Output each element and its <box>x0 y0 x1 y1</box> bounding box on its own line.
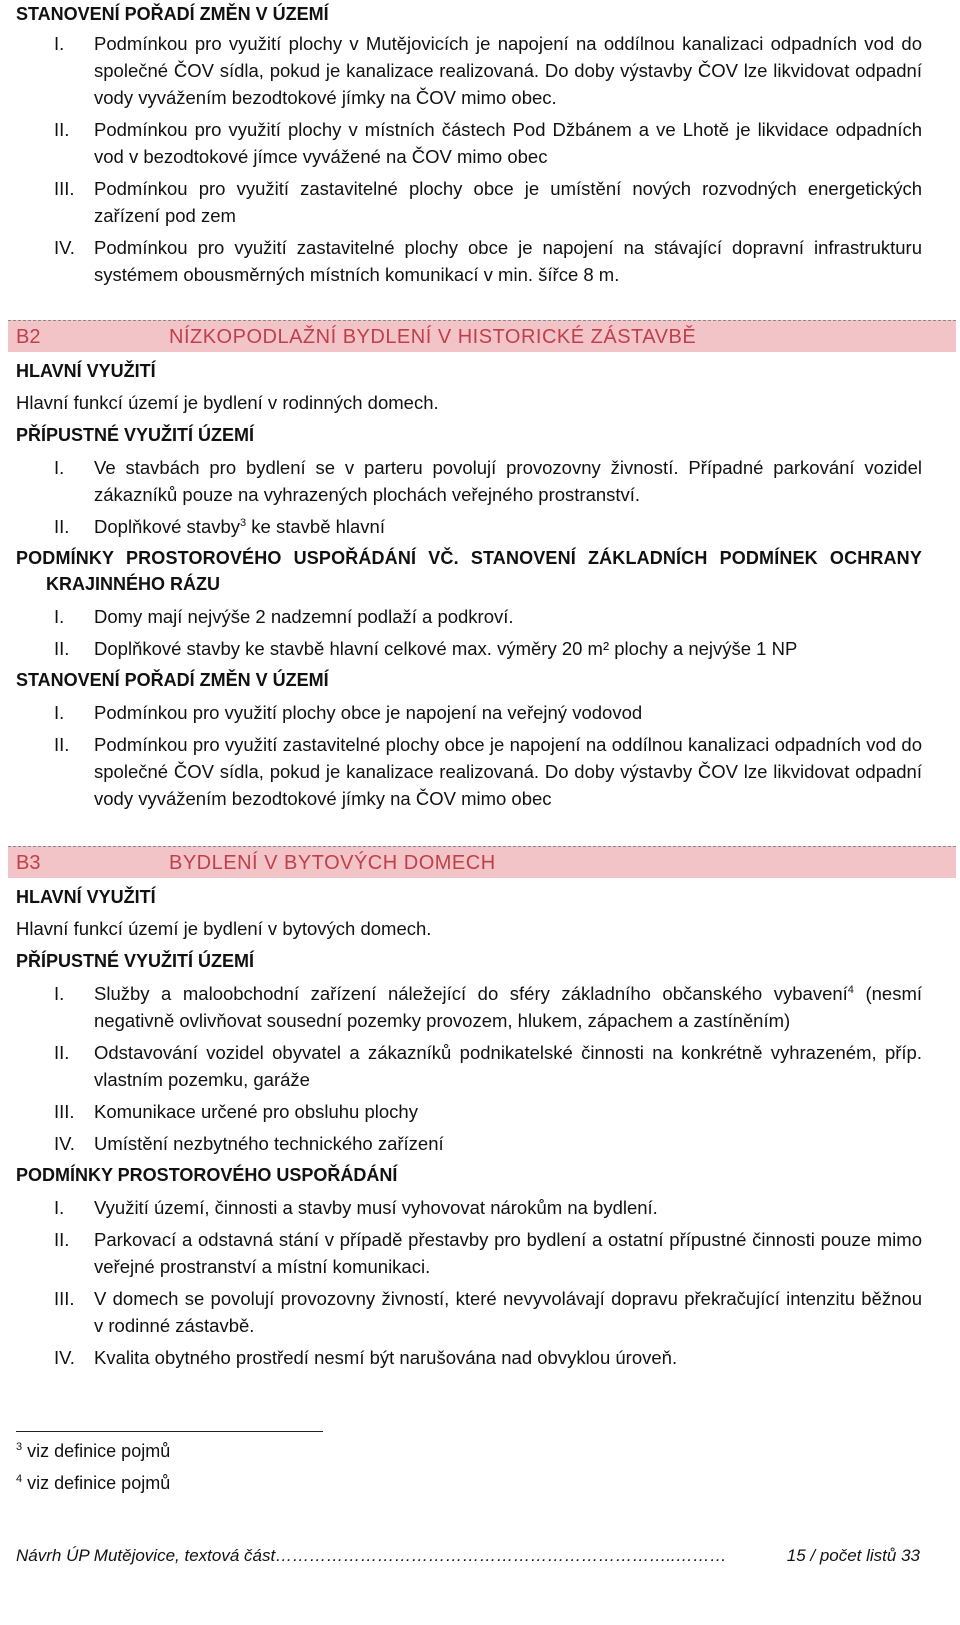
list-item <box>16 603 922 630</box>
roman-list <box>16 454 922 540</box>
list-item <box>16 699 922 726</box>
item-text: Parkovací a odstavná stání v případě přestavby pro bydlení a ostatní přípustné činnosti pouze mimo veřejné prostranství a místní komunikaci. <box>94 1229 922 1277</box>
item-number: I. <box>54 983 65 1004</box>
item-text: Podmínkou pro využití plochy v Mutějovicích je napojení na oddílnou kanalizaci odpadních vod do společné ČOV sídla, pokud je kanalizace realizovaná. Do doby výstavby ČOV lze likvidovat odpadní vody vyvážením bezodtokové jímky na ČOV mimo obec. <box>94 33 922 108</box>
item-number: I. <box>54 1197 65 1218</box>
list-item <box>16 1130 922 1157</box>
list-item <box>16 116 922 170</box>
item-number: III. <box>54 1101 75 1122</box>
list-item <box>16 1226 922 1280</box>
list-item <box>16 1039 922 1093</box>
list-item <box>16 1098 922 1125</box>
footnote-mark: 4 <box>16 1473 23 1485</box>
list-item <box>16 30 922 111</box>
roman-list <box>16 1194 922 1371</box>
section-heading: STANOVENÍ POŘADÍ ZMĚN V ÚZEMÍ <box>16 4 329 24</box>
list-item <box>16 513 922 540</box>
item-number: II. <box>54 119 70 140</box>
order-heading: STANOVENÍ POŘADÍ ZMĚN V ÚZEMÍ <box>16 670 329 690</box>
item-number: I. <box>54 457 65 478</box>
top-section <box>16 1 922 293</box>
footnote-separator <box>16 1431 323 1432</box>
page-footer <box>16 1545 920 1573</box>
main-use-text: Hlavní funkcí území je bydlení v rodinných domech. <box>16 392 439 413</box>
conditions-heading: PODMÍNKY PROSTOROVÉHO USPOŘÁDÁNÍ <box>16 1165 398 1185</box>
page-number: 15 / počet listů 33 <box>786 1546 920 1565</box>
item-text: Doplňkové stavby <box>94 516 241 537</box>
item-number: I. <box>54 33 65 54</box>
item-text: (nesmí negativně ovlivňovat sousední pozemky provozem, hlukem, zápachem a zastíněním) <box>94 983 922 1031</box>
item-number: II. <box>54 734 70 755</box>
list-item <box>16 980 922 1034</box>
conditions-heading: PODMÍNKY PROSTOROVÉHO USPOŘÁDÁNÍ VČ. STANOVENÍ ZÁKLADNÍCH PODMÍNEK OCHRANY <box>16 548 922 568</box>
list-item <box>16 635 922 662</box>
main-use-heading: HLAVNÍ VYUŽITÍ <box>16 361 156 381</box>
conditions-heading-cont: KRAJINNÉHO RÁZU <box>46 574 221 594</box>
zone-code: B2 <box>16 326 41 348</box>
zone-b3 <box>16 846 922 1376</box>
footnote-mark: 3 <box>16 1441 23 1453</box>
item-text: Domy mají nejvýše 2 nadzemní podlaží a podkroví. <box>94 606 514 627</box>
item-text: Podmínkou pro využití zastavitelné plochy obce je umístění nových rozvodných energetických zařízení pod zem <box>94 178 922 226</box>
main-use-text: Hlavní funkcí území je bydlení v bytových domech. <box>16 918 432 939</box>
main-use-heading: HLAVNÍ VYUŽITÍ <box>16 887 156 907</box>
footnote-ref: 3 <box>240 517 247 529</box>
allowed-use-heading: PŘÍPUSTNÉ VYUŽITÍ ÚZEMÍ <box>16 951 255 971</box>
zone-title: BYDLENÍ V BYTOVÝCH DOMECH <box>169 852 496 874</box>
footer-left: Návrh ÚP Mutějovice, textová část……………………………………………………………..……… <box>16 1546 727 1565</box>
item-text: Odstavování vozidel obyvatel a zákazníků podnikatelské činnosti na konkrétně vyhrazeném, příp. vlastním pozemku, garáže <box>94 1042 922 1090</box>
list-item <box>16 1285 922 1339</box>
footnote-ref: 4 <box>847 984 854 996</box>
item-number: II. <box>54 1042 70 1063</box>
item-number: III. <box>54 178 75 199</box>
zone-b2 <box>16 320 922 817</box>
allowed-use-heading: PŘÍPUSTNÉ VYUŽITÍ ÚZEMÍ <box>16 425 255 445</box>
roman-list <box>16 30 922 288</box>
zone-title: NÍZKOPODLAŽNÍ BYDLENÍ V HISTORICKÉ ZÁSTAVBĚ <box>169 326 697 348</box>
item-number: III. <box>54 1288 75 1309</box>
item-text: Kvalita obytného prostředí nesmí být narušována nad obvyklou úroveň. <box>94 1347 678 1368</box>
list-item <box>16 1344 922 1371</box>
zone-code: B3 <box>16 852 41 874</box>
item-text: Ve stavbách pro bydlení se v parteru povolují provozovny živností. Případné parkování vozidel zákazníků pouze na vyhrazených plochách veřejného prostranství. <box>94 457 922 505</box>
item-number: II. <box>54 1229 70 1250</box>
list-item <box>16 234 922 288</box>
item-text: Podmínkou pro využití plochy obce je napojení na veřejný vodovod <box>94 702 643 723</box>
footnote <box>16 1436 170 1462</box>
item-number: II. <box>54 516 70 537</box>
item-text: Podmínkou pro využití zastavitelné plochy obce je napojení na stávající dopravní infrastrukturu systémem obousměrných místních komunikací v min. šířce 8 m. <box>94 237 922 285</box>
footnote-text: viz definice pojmů <box>27 1441 171 1461</box>
footnote-text: viz definice pojmů <box>27 1473 171 1493</box>
item-number: I. <box>54 606 65 627</box>
zone-header-b2 <box>8 320 956 352</box>
list-item <box>16 175 922 229</box>
item-text: Služby a maloobchodní zařízení náležející do sféry základního občanského vybavení <box>94 983 848 1004</box>
item-text: Podmínkou pro využití plochy v místních částech Pod Džbánem a ve Lhotě je likvidace odpadních vod v bezodtokové jímce vyvážené na ČOV mimo obec <box>94 119 922 167</box>
item-text: Umístění nezbytného technického zařízení <box>94 1133 444 1154</box>
zone-header-b3 <box>8 846 956 878</box>
roman-list <box>16 980 922 1157</box>
item-number: IV. <box>54 1347 75 1368</box>
item-text: V domech se povolují provozovny živností, které nevyvolávají dopravu překračující intenzitu běžnou v rodinné zástavbě. <box>94 1288 922 1336</box>
roman-list <box>16 699 922 812</box>
item-text: Podmínkou pro využití zastavitelné plochy obce je napojení na oddílnou kanalizaci odpadních vod do společné ČOV sídla, pokud je kanalizace realizovaná. Do doby výstavby ČOV lze likvidovat odpadní vody vyvážením bezodtokové jímky na ČOV mimo obec <box>94 734 922 809</box>
item-number: I. <box>54 702 65 723</box>
item-text: Doplňkové stavby ke stavbě hlavní celkové max. výměry 20 m² plochy a nejvýše 1 NP <box>94 638 798 659</box>
item-number: IV. <box>54 1133 75 1154</box>
list-item <box>16 731 922 812</box>
item-number: IV. <box>54 237 75 258</box>
item-text: Využití území, činnosti a stavby musí vyhovovat nárokům na bydlení. <box>94 1197 658 1218</box>
list-item <box>16 454 922 508</box>
item-number: II. <box>54 638 70 659</box>
list-item <box>16 1194 922 1221</box>
roman-list <box>16 603 922 662</box>
footnote <box>16 1468 170 1494</box>
item-text: ke stavbě hlavní <box>246 516 385 537</box>
item-text: Komunikace určené pro obsluhu plochy <box>94 1101 418 1122</box>
